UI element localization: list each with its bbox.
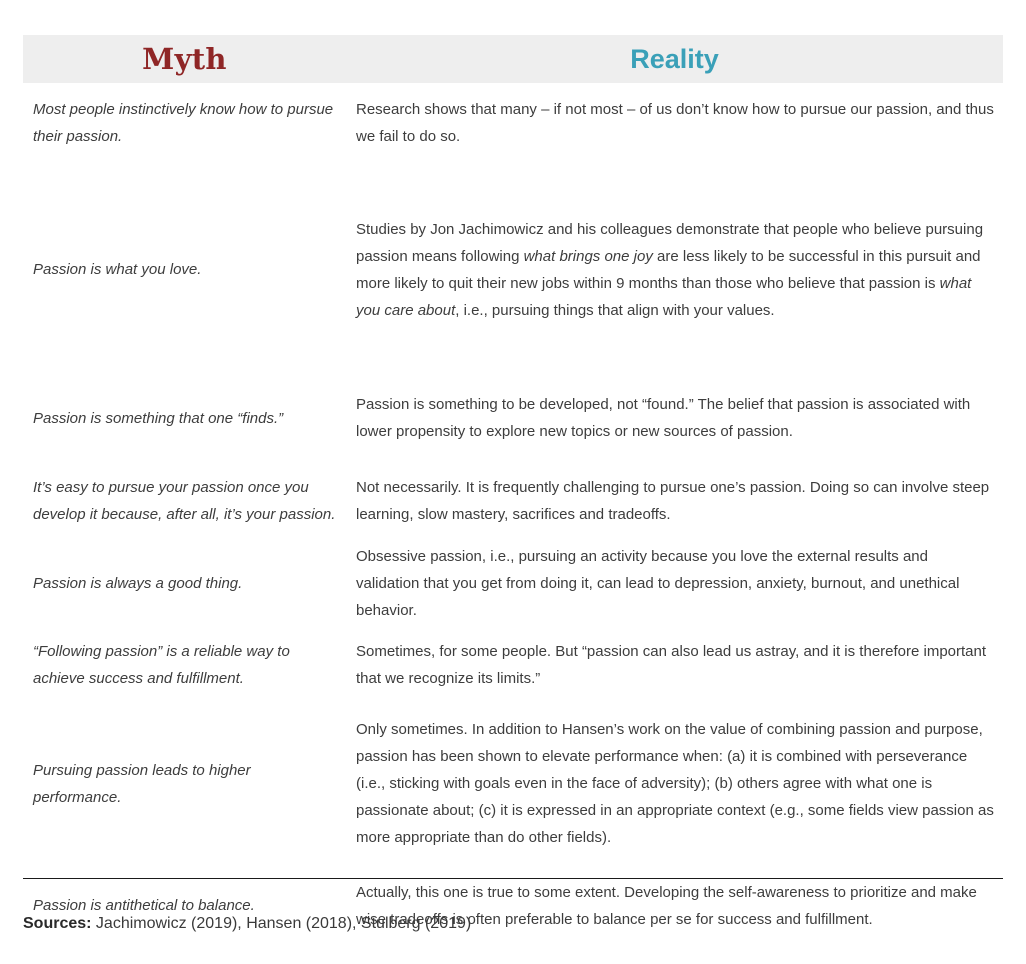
reality-emphasis: what you care about bbox=[356, 274, 972, 319]
reality-text: Passion is something to be developed, not “found.” The belief that passion is associated with lower propensity to explore new topics or new sources of passion. bbox=[356, 396, 971, 440]
reality-cell bbox=[346, 376, 1003, 460]
table-bottom-rule bbox=[23, 878, 1003, 879]
table-row bbox=[23, 706, 1003, 861]
reality-text: Research shows that many – if not most – of us don’t know how to pursue our passion, and thus we fail to do so. bbox=[356, 101, 994, 145]
myth-column-header: Myth bbox=[142, 42, 227, 76]
reality-text: Studies by Jon Jachimowicz and his colleagues demonstrate that people who believe pursuing passion means following bbox=[356, 220, 984, 265]
myth-cell: Pursuing passion leads to higher performance. bbox=[33, 761, 251, 806]
table-row bbox=[23, 542, 1003, 624]
reality-text: Actually, this one is true to some extent. Developing the self-awareness to prioritize and make wise tradeoffs is often preferable to balance per se for success and fulfillment. bbox=[356, 883, 977, 928]
reality-column-header: Reality bbox=[630, 43, 719, 74]
sources-text: Jachimowicz (2019), Hansen (2018), Stulberg (2019) bbox=[91, 915, 472, 932]
table-row bbox=[23, 376, 1003, 460]
reality-cell bbox=[346, 706, 1003, 861]
reality-text: Only sometimes. In addition to Hansen’s work on the value of combining passion and purpose, passion has been shown to elevate performance when: (a) it is combined with perseverance (i.e., sticking with goals even in the face of adversity); (b) others agree with what one is passionate about; (c) it is expressed in an appropriate context (e.g., some fields view passion as more appropriate than do other fields). bbox=[356, 721, 994, 846]
reality-cell bbox=[346, 624, 1003, 706]
table-row bbox=[23, 163, 1003, 376]
reality-cell bbox=[346, 861, 1003, 950]
sources-label: Sources: bbox=[23, 915, 92, 932]
sources-line bbox=[23, 915, 471, 933]
table-row bbox=[23, 83, 1003, 163]
myth-cell: Most people instinctively know how to pursue their passion. bbox=[33, 101, 334, 145]
myth-cell: It’s easy to pursue your passion once you develop it because, after all, it’s your passion. bbox=[33, 479, 336, 523]
myth-reality-table-wrapper bbox=[23, 35, 1003, 950]
myth-cell: Passion is something that one “finds.” bbox=[33, 409, 284, 427]
reality-text: Not necessarily. It is frequently challenging to pursue one’s passion. Doing so can involve steep learning, slow mastery, sacrifices and tradeoffs. bbox=[356, 479, 990, 523]
table-row bbox=[23, 861, 1003, 950]
reality-text: Obsessive passion, i.e., pursuing an activity because you love the external results and validation that you get from doing it, can lead to depression, anxiety, burnout, and unethical behavior. bbox=[356, 547, 960, 619]
reality-text: are less likely to be successful in this pursuit and more likely to quit their new jobs within 9 months than those who believe that passion is bbox=[356, 247, 981, 292]
table-header-row bbox=[23, 35, 1003, 83]
reality-text: , i.e., pursuing things that align with your values. bbox=[455, 301, 775, 319]
table-row bbox=[23, 460, 1003, 542]
reality-cell bbox=[346, 460, 1003, 542]
myth-cell: Passion is always a good thing. bbox=[33, 574, 243, 592]
myth-cell: Passion is antithetical to balance. bbox=[33, 897, 255, 914]
myth-cell: Passion is what you love. bbox=[33, 261, 202, 278]
reality-text: Sometimes, for some people. But “passion can also lead us astray, and it is therefore important that we recognize its limits.” bbox=[356, 643, 987, 687]
myth-reality-table bbox=[23, 35, 1003, 950]
table-row bbox=[23, 624, 1003, 706]
reality-cell bbox=[346, 542, 1003, 624]
reality-cell bbox=[346, 163, 1003, 376]
reality-emphasis: what brings one joy bbox=[523, 247, 653, 265]
myth-cell: “Following passion” is a reliable way to achieve success and fulfillment. bbox=[33, 643, 290, 687]
reality-cell bbox=[346, 83, 1003, 163]
